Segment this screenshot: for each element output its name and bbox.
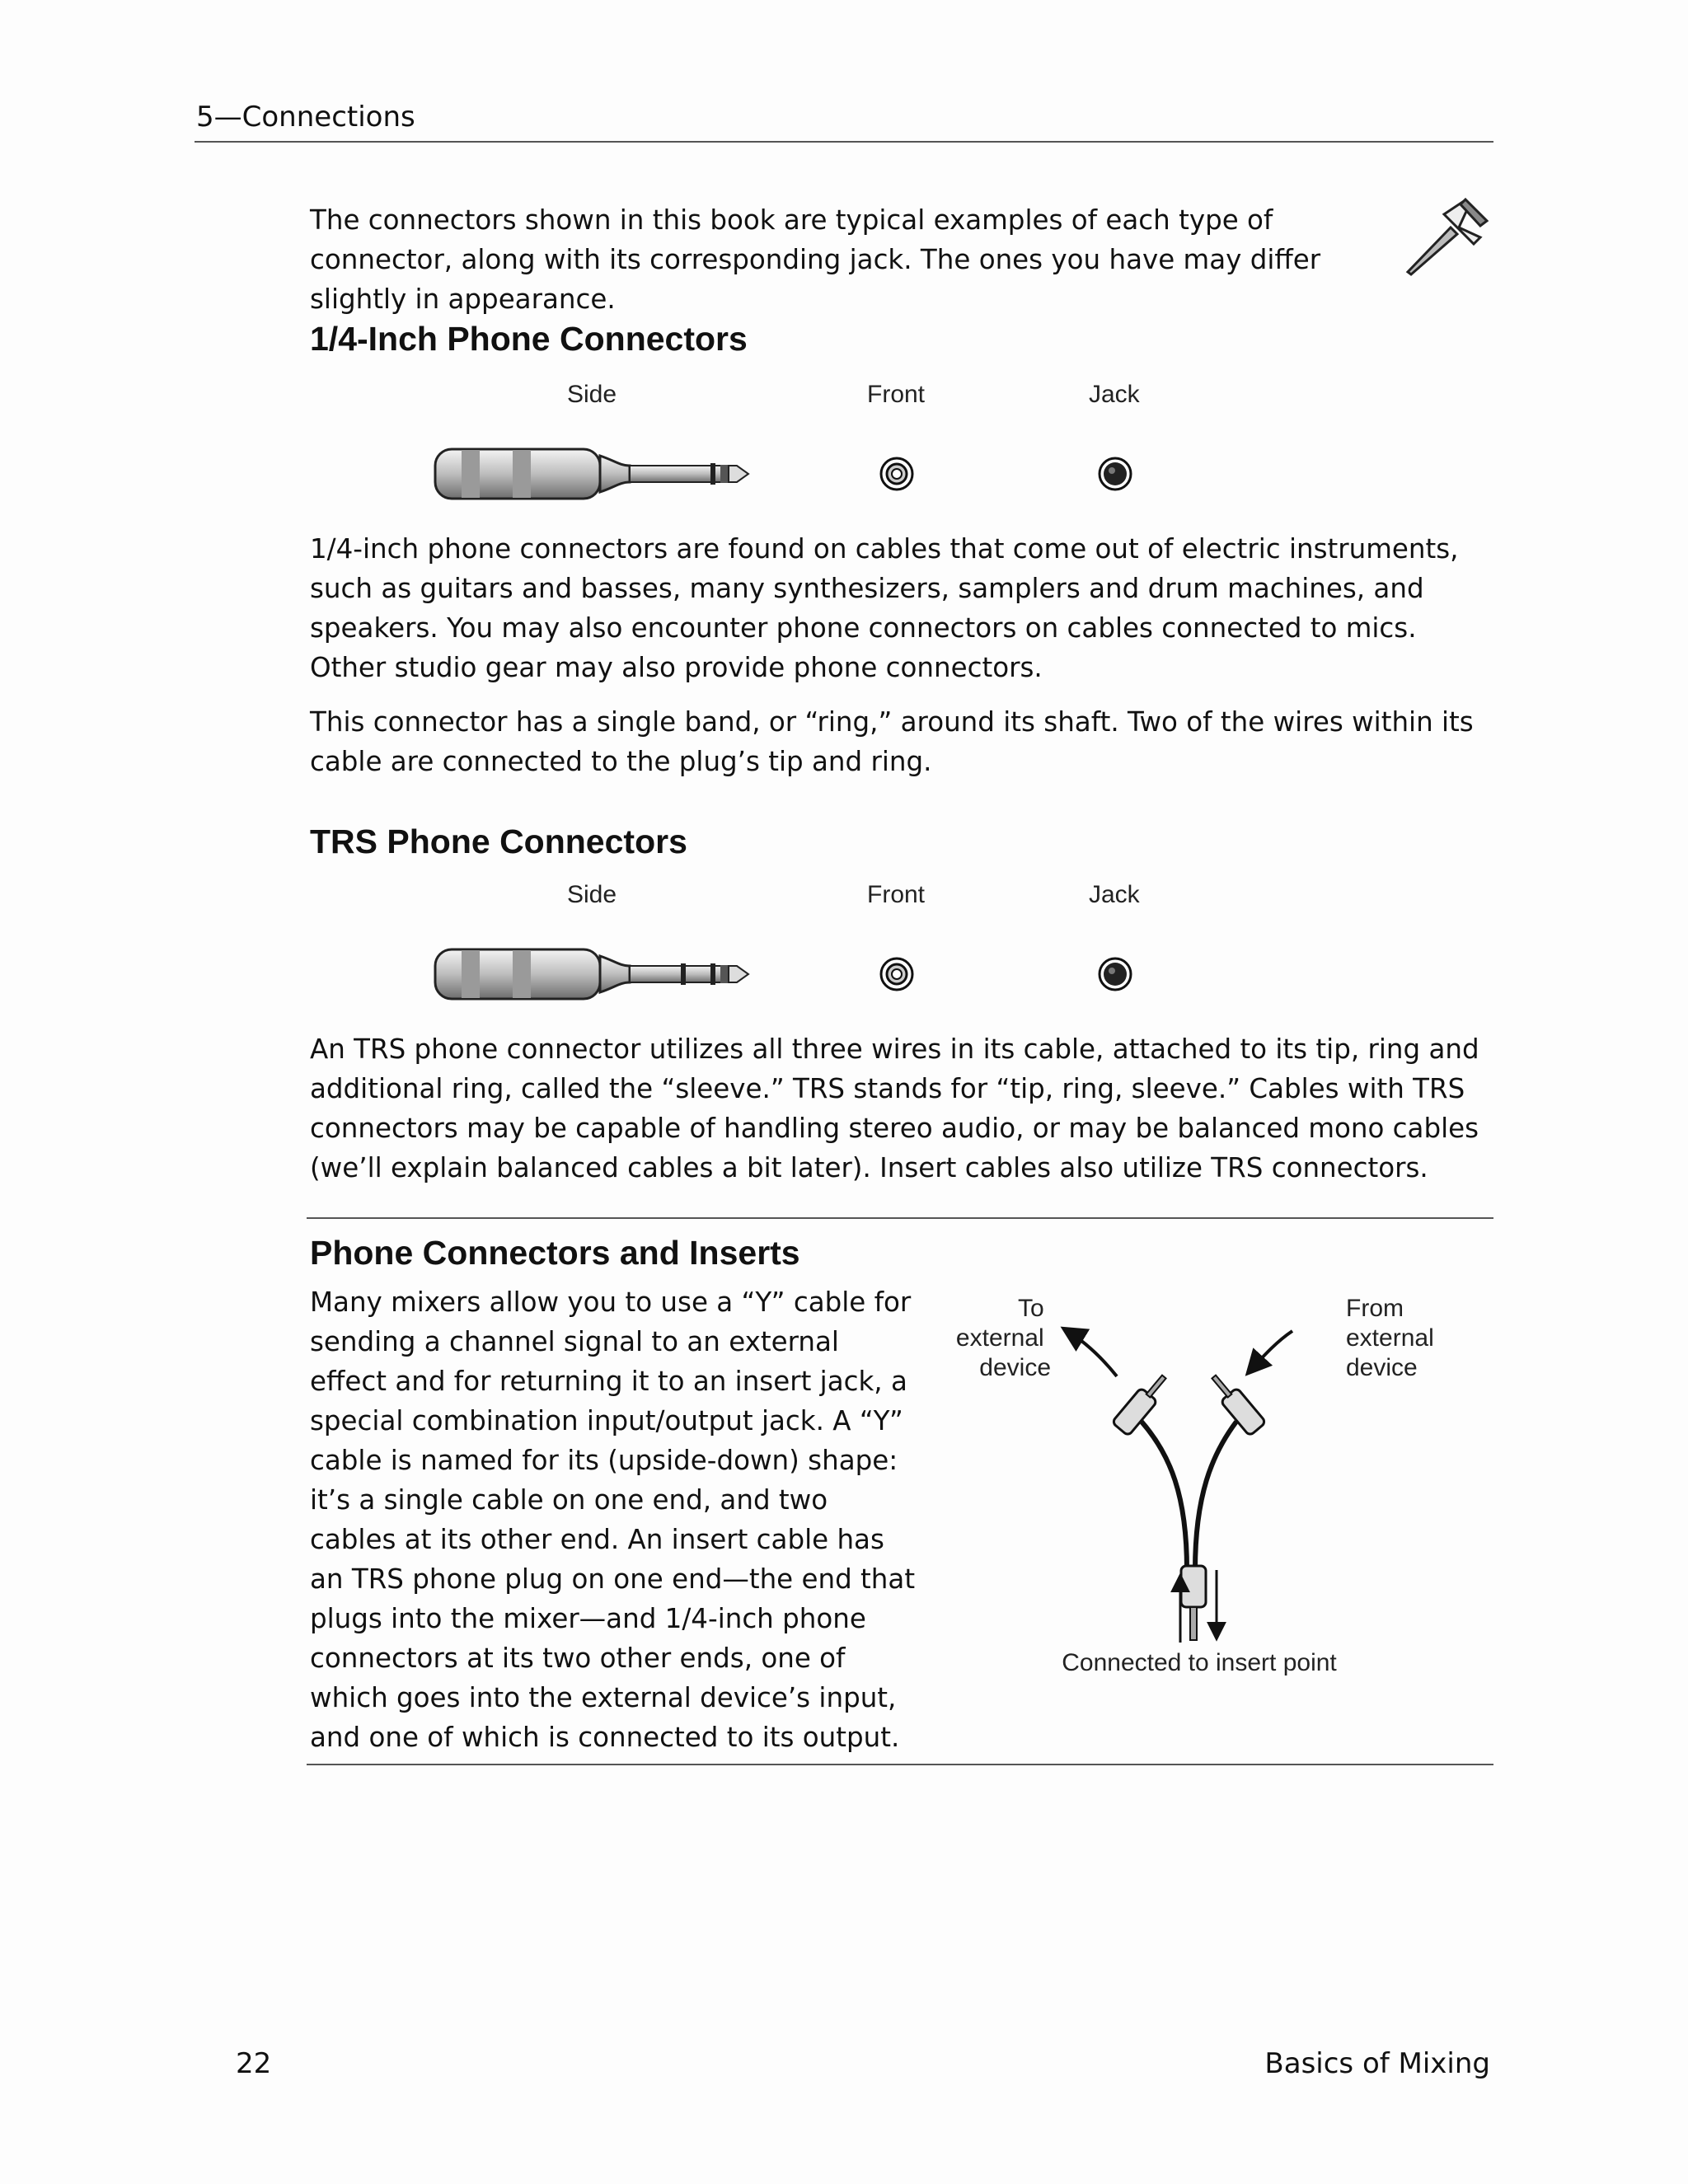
from-label-line3: device: [1346, 1354, 1418, 1381]
svg-text:To external device: [956, 1295, 1051, 1381]
ts-plug-side-view: [429, 441, 758, 507]
label-jack: Jack: [1089, 381, 1140, 408]
trs-plug-side-view: [429, 941, 758, 1007]
sidebar-text: Many mixers allow you to use a “Y” cable for sending a channel signal to an external effect and for returning it to an insert jack, a special combination input/output jack. A “Y” cable is named for its (upside-down) shape: it’s a single cable on one end, and two cables at its other end. An insert cable has an TRS phone plug on one end—the end that plugs into the mixer—and 1/4-inch phone connectors at its two other ends, one of which goes into the external device’s input, and one of which is connected to its output.: [310, 1286, 916, 1753]
from-label-line1: From: [1346, 1295, 1404, 1322]
pushpin-icon: [1401, 196, 1492, 279]
section1-paragraph-1: 1/4-inch phone connectors are found on cables that come out of electric instruments, such as guitars and basses, many synthesizers, samplers and drum machines, and speakers. You may also encounter phone connectors on cables connected to mics. Other studio gear may also provide phone connectors.: [310, 533, 1459, 683]
from-label-line2: external: [1346, 1324, 1434, 1352]
sidebar-bottom-rule: [307, 1764, 1493, 1765]
section2-paragraph-1: An TRS phone connector utilizes all three wires in its cable, attached to its tip, ring and additional ring, called the “sleeve.” TRS stands for “tip, ring, sleeve.” Cables with TRS connectors may be capable of handling stereo audio, or may be balanced mono cables (we’ll explain balanced cables a bit later). Insert cables also utilize TRS connectors.: [310, 1033, 1479, 1183]
section-heading-trs: TRS Phone Connectors: [310, 823, 687, 860]
svg-text:From external device: [1346, 1295, 1441, 1381]
sidebar-top-rule: [307, 1217, 1493, 1219]
label-side: Side: [567, 881, 617, 908]
section-heading-quarter-inch: 1/4-Inch Phone Connectors: [310, 320, 748, 358]
trs-plug-front-view: [876, 954, 917, 995]
trs-jack-view: [1095, 954, 1136, 995]
note-text: The connectors shown in this book are typical examples of each type of connector, along with its corresponding jack. The ones you have may differ slightly in appearance.: [310, 204, 1321, 315]
label-front: Front: [867, 381, 926, 408]
to-label-line2: external: [955, 1324, 1044, 1352]
to-label-line3: device: [979, 1354, 1051, 1381]
book-title: Basics of Mixing: [1264, 2047, 1490, 2080]
y-cable-diagram: [948, 1282, 1459, 1694]
running-head: 5—Connections: [196, 101, 415, 134]
header-rule: [195, 141, 1493, 143]
label-side: Side: [567, 381, 617, 408]
label-front: Front: [867, 881, 926, 908]
to-label-line1: To: [1017, 1295, 1044, 1322]
sidebar-heading: Phone Connectors and Inserts: [310, 1234, 800, 1272]
section1-paragraph-2: This connector has a single band, or “ring,” around its shaft. Two of the wires within its cable are connected to the plug’s tip and ring.: [310, 706, 1474, 777]
ts-plug-front-view: [876, 453, 917, 494]
page-number: 22: [236, 2047, 272, 2080]
ts-jack-view: [1095, 453, 1136, 494]
label-jack: Jack: [1089, 881, 1140, 908]
insert-point-label: Connected to insert point: [1062, 1649, 1337, 1676]
